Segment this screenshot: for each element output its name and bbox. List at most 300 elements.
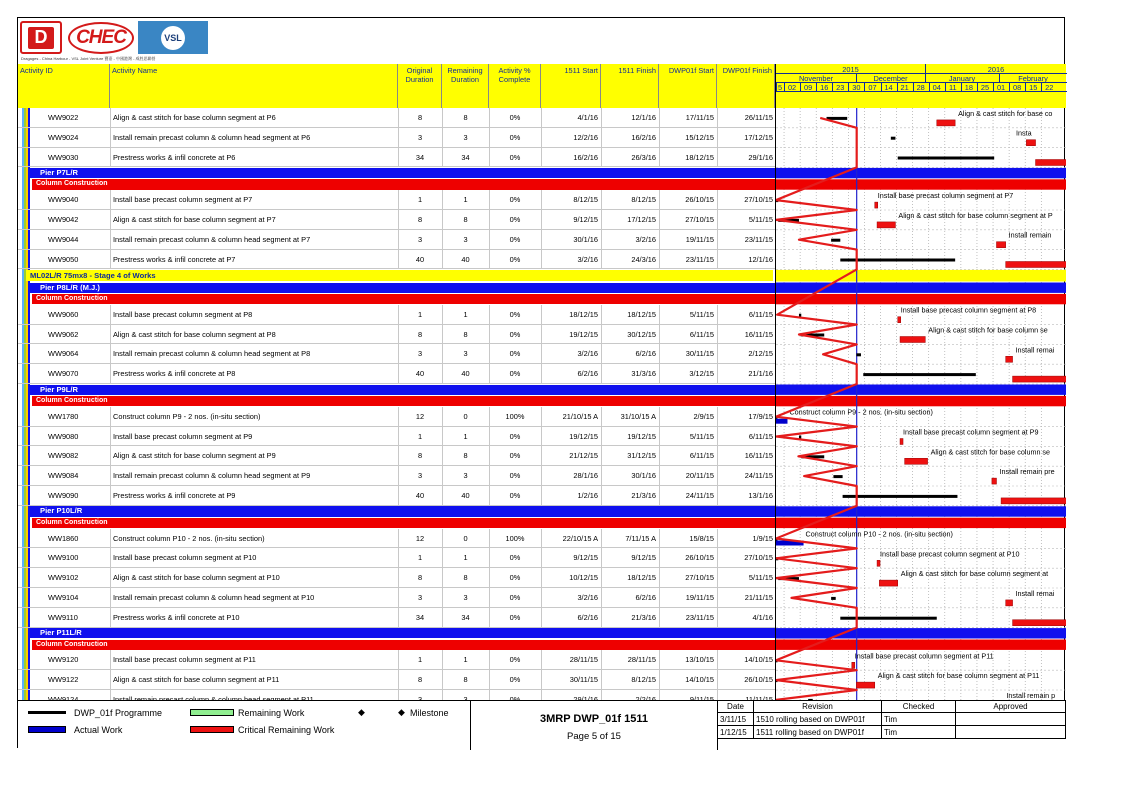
column-divider <box>398 650 399 670</box>
column-divider <box>442 230 443 250</box>
column-divider <box>398 427 399 447</box>
dwp-start-cell: 13/10/15 <box>685 655 714 665</box>
start-1511-cell: 9/12/15 <box>573 215 598 224</box>
activity-name-cell: Install base precast column segment at P11 <box>113 655 256 665</box>
column-divider <box>489 250 490 270</box>
activity-id-cell: WW9104 <box>48 593 79 602</box>
dwp-finish-cell: 24/11/15 <box>744 471 773 481</box>
activity-name-cell: Install remain precast column & column head segment at P7 <box>113 234 311 244</box>
column-divider <box>442 670 443 690</box>
activity-row[interactable] <box>18 568 775 588</box>
activity-row[interactable] <box>18 407 775 427</box>
activity-id-cell: WW9120 <box>48 655 79 665</box>
activity-name-cell: Install base precast column segment at P7 <box>113 195 253 205</box>
day-divider <box>929 82 930 91</box>
wbs-band[interactable]: Pier P10L/R <box>28 506 775 516</box>
critical-remaining-bar <box>900 337 925 343</box>
activity-name-cell: Install remain precast column & column head segment at P9 <box>113 471 311 481</box>
column-divider <box>717 128 718 148</box>
activity-id-cell: WW9050 <box>48 254 79 264</box>
legend-milestone: Milestone <box>410 708 449 718</box>
column-divider <box>541 128 542 148</box>
legend-actual-work: Actual Work <box>74 725 123 735</box>
activity-row[interactable] <box>18 446 775 466</box>
finish-1511-cell: 8/12/15 <box>631 675 656 685</box>
column-divider <box>442 250 443 270</box>
activity-row[interactable] <box>18 466 775 486</box>
start-1511-cell: 18/12/15 <box>569 309 598 319</box>
finish-1511-cell: 21/3/16 <box>631 491 656 500</box>
activity-bar-label: Install remain <box>1008 230 1052 240</box>
column-divider <box>110 148 111 168</box>
dwp-start-cell: 27/10/15 <box>685 573 714 583</box>
column-divider <box>659 650 660 670</box>
day-divider <box>977 82 978 91</box>
day-divider <box>961 82 962 91</box>
wbs-band[interactable]: Pier P9L/R <box>28 385 775 395</box>
start-1511-cell: 3/2/16 <box>577 254 598 264</box>
column-divider <box>489 128 490 148</box>
activity-name-cell: Align & cast stitch for base column segment at P9 <box>113 451 276 461</box>
day-label: 21 <box>900 83 909 92</box>
column-divider <box>398 210 399 230</box>
column-divider <box>541 446 542 466</box>
column-divider <box>398 529 399 549</box>
column-divider <box>601 588 602 608</box>
activity-bar-label: Align & cast stitch for base column segment at <box>900 569 1049 579</box>
revision-table <box>718 701 1066 750</box>
dwp-start-cell: 2/9/15 <box>693 411 714 421</box>
start-1511-cell: 28/11/15 <box>569 655 598 665</box>
activity-row[interactable] <box>18 650 775 670</box>
column-divider <box>489 427 490 447</box>
baseline-bar <box>840 617 936 620</box>
header-dwp-finish[interactable]: DWP01f Finish <box>717 64 775 108</box>
finish-1511-cell: 7/11/15 A <box>625 533 656 543</box>
original-duration-cell: 3 <box>417 471 423 481</box>
revision-cell <box>956 713 1066 726</box>
activity-row[interactable] <box>18 344 775 364</box>
activity-row[interactable] <box>18 108 775 128</box>
activity-row[interactable] <box>18 670 775 690</box>
stage-band-gantt <box>776 270 1066 282</box>
year-label: 2015 <box>842 65 859 74</box>
start-1511-cell: 3/2/16 <box>577 349 598 359</box>
activity-bar-label: Install base precast column segment at P11 <box>854 651 994 661</box>
activity-complete-cell: 0% <box>509 451 521 461</box>
activity-complete-cell: 0% <box>509 309 521 319</box>
activity-complete-cell: 0% <box>509 675 521 685</box>
dwp-finish-cell: 2/12/15 <box>748 349 773 359</box>
dwp-start-cell: 5/11/15 <box>689 431 714 441</box>
revision-cell: 1/12/15 <box>718 726 754 739</box>
column-divider <box>601 230 602 250</box>
activity-bar-label: Construct column P10 - 2 nos. (in-situ section) <box>805 529 953 539</box>
column-divider <box>659 344 660 364</box>
column-divider <box>398 325 399 345</box>
original-duration-cell: 8 <box>417 573 423 583</box>
activity-row[interactable] <box>18 486 775 506</box>
activity-row[interactable] <box>18 325 775 345</box>
column-divider <box>442 486 443 506</box>
column-divider <box>717 608 718 628</box>
activity-bar-label: Install base precast column segment at P7 <box>877 191 1014 201</box>
column-divider <box>717 588 718 608</box>
start-1511-cell: 1/2/16 <box>577 491 598 500</box>
revision-cell: 1511 rolling based on DWP01f <box>754 726 882 739</box>
milestone-diamond-icon: ◆ <box>358 707 365 717</box>
column-divider <box>541 486 542 506</box>
remaining-duration-cell: 40 <box>461 369 470 379</box>
column-divider <box>717 305 718 325</box>
activity-complete-cell: 0% <box>509 234 521 244</box>
chec-logo <box>73 21 129 54</box>
day-divider <box>993 82 994 91</box>
remaining-duration-cell: 1 <box>463 553 468 563</box>
column-divider <box>489 230 490 250</box>
activity-row[interactable] <box>18 210 775 230</box>
column-divider <box>659 568 660 588</box>
dwp-start-cell: 5/11/15 <box>689 309 714 319</box>
activity-bar-label: Construct column P9 - 2 nos. (in-situ section) <box>789 407 933 417</box>
wbs-sub-band[interactable]: Column Construction <box>32 518 775 528</box>
column-divider <box>442 344 443 364</box>
column-divider <box>659 529 660 549</box>
activity-row[interactable] <box>18 230 775 250</box>
revision-header-cell: Date <box>718 701 754 713</box>
baseline-bar <box>863 373 976 376</box>
column-divider <box>659 364 660 384</box>
activity-complete-cell: 0% <box>509 573 521 583</box>
column-divider <box>110 568 111 588</box>
column-divider <box>717 344 718 364</box>
finish-1511-cell: 30/1/16 <box>631 471 656 481</box>
dwp-finish-cell: 14/10/15 <box>744 655 773 665</box>
dwp-finish-cell: 4/1/16 <box>752 612 773 622</box>
revision-cell <box>956 726 1066 739</box>
column-divider <box>398 548 399 568</box>
activity-bar-label: Align & cast stitch for base co <box>958 108 1053 118</box>
header-remaining-duration[interactable]: Remaining Duration <box>442 64 489 108</box>
column-divider <box>442 364 443 384</box>
original-duration-cell: 40 <box>415 491 425 500</box>
activity-id-cell: WW1780 <box>48 411 79 421</box>
wbs-band[interactable]: Pier P8L/R (M.J.) <box>28 283 775 293</box>
start-1511-cell: 22/10/15 A <box>562 533 598 543</box>
activity-complete-cell: 0% <box>509 349 521 359</box>
finish-1511-cell: 6/2/16 <box>635 349 656 359</box>
activity-bar-label: Align & cast stitch for base column se <box>930 447 1051 457</box>
activity-bar-label: Align & cast stitch for base column segment at P11 <box>877 671 1040 681</box>
critical-remaining-bar <box>1013 376 1066 382</box>
wbs-band-gantt <box>776 168 1066 178</box>
start-1511-cell: 10/12/15 <box>569 573 598 583</box>
column-divider <box>601 108 602 128</box>
column-divider <box>398 128 399 148</box>
day-label: 14 <box>884 83 893 92</box>
activity-complete-cell: 0% <box>509 215 521 224</box>
activity-id-cell: WW9062 <box>48 329 79 339</box>
title-block-title: 3MRP DWP_01f 1511 <box>539 713 649 725</box>
activity-name-cell: Prestress works & infil concrete at P9 <box>113 491 236 500</box>
column-divider <box>541 529 542 549</box>
activity-id-cell: WW9090 <box>48 491 79 500</box>
remaining-duration-cell: 34 <box>461 612 470 622</box>
activity-name-cell: Align & cast stitch for base column segment at P10 <box>113 573 280 583</box>
critical-remaining-bar <box>900 439 903 445</box>
critical-remaining-bar <box>1006 356 1013 362</box>
remaining-duration-cell: 1 <box>463 431 468 441</box>
dwp-finish-cell: 26/10/15 <box>744 675 773 685</box>
day-label: 23 <box>836 83 845 92</box>
start-1511-cell: 6/2/16 <box>577 369 598 379</box>
remaining-duration-cell: 8 <box>463 573 468 583</box>
activity-id-cell: WW9100 <box>48 553 79 563</box>
critical-remaining-bar <box>879 580 897 586</box>
critical-remaining-bar <box>898 317 901 323</box>
critical-remaining-bar <box>937 120 955 126</box>
remaining-duration-cell: 3 <box>463 132 468 142</box>
day-label: 07 <box>868 83 877 92</box>
activity-row[interactable] <box>18 427 775 447</box>
critical-remaining-bar <box>996 242 1005 248</box>
dwp-finish-cell: 26/11/15 <box>744 113 773 122</box>
vsl-logo <box>138 21 208 54</box>
day-label: 01 <box>996 83 1006 92</box>
column-divider <box>541 344 542 364</box>
day-divider <box>913 82 914 91</box>
month-label: November <box>798 74 834 83</box>
column-divider <box>659 108 660 128</box>
dwp-finish-cell: 12/1/16 <box>748 254 773 264</box>
original-duration-cell: 1 <box>417 655 423 665</box>
column-divider <box>659 446 660 466</box>
wbs-band-gantt <box>776 506 1066 516</box>
column-divider <box>489 670 490 690</box>
column-divider <box>717 650 718 670</box>
column-divider <box>110 548 111 568</box>
original-duration-cell: 3 <box>417 593 423 602</box>
dwp-finish-cell: 5/11/15 <box>748 215 773 224</box>
column-divider <box>398 148 399 168</box>
column-divider <box>398 305 399 325</box>
footer <box>18 700 1066 749</box>
activity-row[interactable] <box>18 190 775 210</box>
revision-header-cell: Approved <box>956 701 1066 713</box>
remaining-duration-cell: 1 <box>463 309 468 319</box>
column-divider <box>489 650 490 670</box>
original-duration-cell: 34 <box>415 612 425 622</box>
activity-id-cell: WW1860 <box>48 533 79 543</box>
original-duration-cell: 3 <box>417 349 423 359</box>
title-block <box>470 701 718 750</box>
wbs-sub-band[interactable]: Column Construction <box>32 294 775 304</box>
critical-remaining-bar <box>1036 160 1066 166</box>
activity-complete-cell: 0% <box>509 553 521 563</box>
finish-1511-cell: 19/12/15 <box>627 431 656 441</box>
column-divider <box>442 325 443 345</box>
column-divider <box>489 446 490 466</box>
activity-id-cell: WW9042 <box>48 215 79 224</box>
wbs-sub-band[interactable]: Column Construction <box>32 396 775 406</box>
actual-work-bar <box>776 419 787 424</box>
remaining-duration-cell: 0 <box>463 411 468 421</box>
activity-row[interactable] <box>18 608 775 628</box>
column-divider <box>541 210 542 230</box>
wbs-band[interactable]: Pier P7L/R <box>28 168 775 178</box>
start-1511-cell: 28/1/16 <box>573 471 598 481</box>
dragages-logo-mark: D <box>28 27 54 49</box>
dwp-finish-cell: 6/11/15 <box>748 309 773 319</box>
column-divider <box>398 230 399 250</box>
column-divider <box>601 466 602 486</box>
dwp-programme-swatch <box>28 711 66 714</box>
column-divider <box>659 190 660 210</box>
column-divider <box>489 407 490 427</box>
wbs-band[interactable]: Pier P11L/R <box>28 628 775 638</box>
dragages-logo <box>20 21 62 54</box>
wbs-sub-band[interactable]: Column Construction <box>32 179 775 189</box>
activity-table <box>18 108 775 712</box>
header-1511-finish[interactable]: 1511 Finish <box>601 64 659 108</box>
activity-row[interactable] <box>18 148 775 168</box>
day-divider <box>816 82 817 91</box>
gantt-chart <box>775 108 1066 712</box>
month-divider <box>925 73 926 82</box>
day-divider <box>864 82 865 91</box>
day-divider <box>832 82 833 91</box>
activity-complete-cell: 0% <box>509 655 521 665</box>
column-divider <box>442 608 443 628</box>
critical-remaining-bar <box>877 222 895 228</box>
header-dwp-start[interactable]: DWP01f Start <box>659 64 717 108</box>
column-divider <box>398 250 399 270</box>
activity-name-cell: Install base precast column segment at P10 <box>113 553 257 563</box>
dwp-finish-cell: 23/11/15 <box>744 234 773 244</box>
column-divider <box>398 344 399 364</box>
activity-row[interactable] <box>18 588 775 608</box>
column-divider <box>110 588 111 608</box>
day-divider <box>881 82 882 91</box>
activity-row[interactable] <box>18 250 775 270</box>
sub-band-gantt <box>776 640 1066 650</box>
column-divider <box>717 250 718 270</box>
activity-row[interactable] <box>18 364 775 384</box>
column-divider <box>489 486 490 506</box>
header-activity-name[interactable]: Activity Name <box>110 64 398 108</box>
column-divider <box>398 568 399 588</box>
stage-band[interactable]: ML02L/R 75mx8 - Stage 4 of Works <box>26 270 773 282</box>
column-divider <box>717 670 718 690</box>
dwp-finish-cell: 16/11/15 <box>744 451 773 461</box>
activity-bar-label: Align & cast stitch for base column segment at P <box>898 210 1053 220</box>
activity-row[interactable] <box>18 305 775 325</box>
column-divider <box>442 529 443 549</box>
remaining-duration-cell: 8 <box>463 329 468 339</box>
dwp-start-cell: 20/11/15 <box>685 471 714 481</box>
header-activity-complete[interactable]: Activity % Complete <box>489 64 541 108</box>
activity-id-cell: WW9044 <box>48 234 79 244</box>
original-duration-cell: 8 <box>417 113 423 122</box>
dwp-start-cell: 26/10/15 <box>685 195 714 205</box>
gantt-svg <box>776 108 1066 712</box>
day-label: 22 <box>1045 83 1054 92</box>
start-1511-cell: 19/12/15 <box>569 329 598 339</box>
activity-bar-label: Install base precast column segment at P10 <box>880 549 1020 559</box>
column-divider <box>659 230 660 250</box>
baseline-bar <box>799 314 801 317</box>
activity-name-cell: Prestress works & infil concrete at P7 <box>113 254 236 264</box>
column-divider <box>541 466 542 486</box>
column-divider <box>601 446 602 466</box>
activity-id-cell: WW9070 <box>48 369 79 379</box>
day-divider <box>784 82 785 91</box>
column-divider <box>398 670 399 690</box>
day-label: 28 <box>916 83 925 92</box>
activity-row[interactable] <box>18 548 775 568</box>
column-divider <box>442 588 443 608</box>
dwp-start-cell: 19/11/15 <box>685 234 714 244</box>
activity-row[interactable] <box>18 529 775 549</box>
original-duration-cell: 40 <box>415 254 425 264</box>
finish-1511-cell: 3/2/16 <box>635 234 656 244</box>
activity-name-cell: Align & cast stitch for base column segment at P11 <box>113 675 280 685</box>
column-divider <box>541 325 542 345</box>
activity-row[interactable] <box>18 128 775 148</box>
schedule-sheet <box>17 17 1065 748</box>
day-divider <box>1025 82 1026 91</box>
finish-1511-cell: 18/12/15 <box>627 573 656 583</box>
column-divider <box>110 230 111 250</box>
column-divider <box>398 588 399 608</box>
activity-complete-cell: 0% <box>509 491 521 500</box>
dwp-finish-cell: 21/11/15 <box>744 593 773 602</box>
header-1511-start[interactable]: 1511 Start <box>541 64 601 108</box>
activity-name-cell: Align & cast stitch for base column segment at P7 <box>113 215 276 224</box>
activity-complete-cell: 0% <box>509 329 521 339</box>
start-1511-cell: 8/12/15 <box>573 195 598 205</box>
column-divider <box>717 230 718 250</box>
column-divider <box>659 325 660 345</box>
finish-1511-cell: 31/10/15 A <box>620 411 656 421</box>
column-divider <box>601 608 602 628</box>
column-divider <box>717 210 718 230</box>
header-activity-id[interactable]: Activity ID <box>18 64 110 108</box>
day-label: 30 <box>852 83 861 92</box>
finish-1511-cell: 31/12/15 <box>627 451 656 461</box>
revision-header-cell: Checked <box>882 701 956 713</box>
column-divider <box>442 650 443 670</box>
activity-name-cell: Install remain precast column & column head segment at P10 <box>113 593 315 602</box>
column-divider <box>717 486 718 506</box>
activity-id-cell: WW9082 <box>48 451 79 461</box>
activity-id-cell: WW9030 <box>48 152 79 162</box>
column-divider <box>717 548 718 568</box>
column-divider <box>601 364 602 384</box>
activity-id-cell: WW9122 <box>48 675 79 685</box>
day-label: 11 <box>948 83 957 92</box>
start-1511-cell: 3/2/16 <box>577 593 598 602</box>
dwp-finish-cell: 1/9/15 <box>752 533 773 543</box>
header-original-duration[interactable]: Original Duration <box>398 64 442 108</box>
baseline-bar <box>843 495 958 498</box>
start-1511-cell: 6/2/16 <box>577 612 598 622</box>
column-divider <box>601 486 602 506</box>
column-divider <box>110 128 111 148</box>
activity-complete-cell: 0% <box>509 152 521 162</box>
wbs-sub-band[interactable]: Column Construction <box>32 640 775 650</box>
column-divider <box>659 588 660 608</box>
